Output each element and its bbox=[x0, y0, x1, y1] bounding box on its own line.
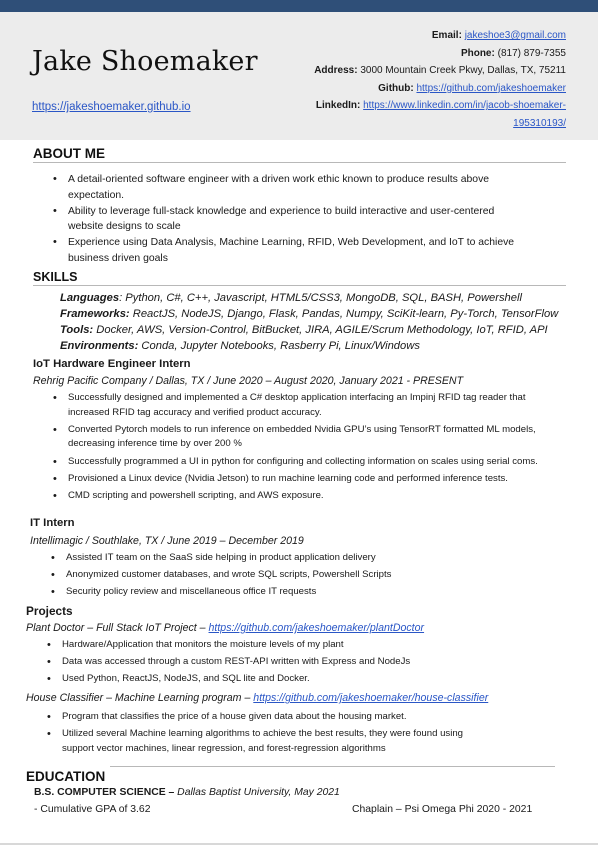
address-label: Address: bbox=[314, 65, 358, 77]
list-item: • Experience using Data Analysis, Machine Learning, RFID, Web Development, and IoT to achieve business driven goals bbox=[51, 235, 531, 267]
list-item: • Anonymized customer databases, and wrote SQL scripts, Powershell Scripts bbox=[49, 568, 549, 583]
skills-label: Tools: bbox=[60, 324, 94, 336]
project-name: Plant Doctor – Full Stack IoT Project – bbox=[26, 622, 209, 634]
education-heading: EDUCATION bbox=[26, 769, 106, 784]
email-label: Email: bbox=[431, 30, 462, 41]
project-title-plant-doctor bbox=[26, 622, 424, 634]
linkedin-row-cont bbox=[314, 115, 566, 133]
about-heading: ABOUT ME bbox=[33, 146, 105, 161]
skills-row-frameworks bbox=[60, 306, 558, 322]
github-row bbox=[314, 80, 566, 98]
school: Dallas Baptist University, May 2021 bbox=[174, 787, 340, 798]
list-item: • Program that classifies the price of a house given data about the housing market. bbox=[45, 710, 485, 725]
projects-heading: Projects bbox=[26, 604, 73, 618]
about-list bbox=[51, 172, 531, 267]
about-rule bbox=[33, 162, 566, 163]
job-subtitle-it: Intellimagic / Southlake, TX / June 2019 – December 2019 bbox=[30, 535, 304, 547]
skills-row-tools bbox=[60, 322, 558, 338]
candidate-name: Jake Shoemaker bbox=[32, 46, 258, 77]
skills-row-environments bbox=[60, 338, 558, 354]
linkedin-label: LinkedIn: bbox=[315, 100, 361, 112]
list-item: • CMD scripting and powershell scripting, and AWS exposure. bbox=[51, 489, 556, 504]
job-title-it: IT Intern bbox=[30, 517, 75, 529]
job-subtitle-iot: Rehrig Pacific Company / Dallas, TX / June 2020 – August 2020, January 2021 - PRESENT bbox=[33, 375, 464, 387]
activity: Chaplain – Psi Omega Phi 2020 - 2021 bbox=[352, 804, 533, 815]
list-item: • Used Python, ReactJS, NodeJS, and SQL lite and Docker. bbox=[45, 672, 545, 687]
skills-value: Conda, Jupyter Notebooks, Rasberry Pi, Linux/Windows bbox=[138, 340, 420, 352]
top-accent-bar bbox=[0, 0, 598, 12]
list-item: • Successfully programmed a UI in python for configuring and collecting information on scales using serial coms. bbox=[51, 455, 556, 470]
skills-rule bbox=[33, 285, 566, 286]
skills-value: : Python, C#, C++, Javascript, HTML5/CSS3, MongoDB, SQL, BASH, Powershell bbox=[119, 292, 522, 304]
skills-label: Languages bbox=[60, 292, 120, 304]
project-link[interactable]: https://github.com/jakeshoemaker/plantDoctor bbox=[208, 622, 425, 634]
phone-value: (817) 879-7355 bbox=[497, 47, 566, 59]
list-item: • A detail-oriented software engineer with a driven work ethic known to produce results above expectation. bbox=[51, 172, 531, 204]
list-item: • Utilized several Machine learning algorithms to achieve the best results, they were found using support vector machines, linear regression, and forest-regression algorithms bbox=[45, 727, 485, 756]
phone-label: Phone: bbox=[460, 47, 495, 59]
project-title-house-classifier bbox=[26, 692, 488, 704]
linkedin-row bbox=[314, 97, 566, 115]
list-item: • Data was accessed through a custom REST-API written with Express and NodeJs bbox=[45, 655, 545, 670]
skills-row-languages bbox=[60, 290, 558, 306]
skills-label: Environments: bbox=[60, 340, 139, 352]
address-row bbox=[314, 62, 566, 80]
job-title-iot: IoT Hardware Engineer Intern bbox=[33, 358, 191, 370]
list-item: • Security policy review and miscellaneous office IT requests bbox=[49, 585, 549, 600]
skills-block bbox=[60, 290, 558, 354]
skills-heading: SKILLS bbox=[33, 270, 78, 284]
project-list-plant-doctor bbox=[45, 638, 545, 690]
github-label: Github: bbox=[378, 82, 414, 94]
list-item: • Assisted IT team on the SaaS side helping in product application delivery bbox=[49, 551, 549, 566]
job-list-iot bbox=[51, 391, 556, 506]
website-link[interactable]: https://jakeshoemaker.github.io bbox=[32, 101, 191, 113]
education-rule bbox=[110, 766, 555, 767]
linkedin-link[interactable]: https://www.linkedin.com/in/jacob-shoemaker- bbox=[363, 100, 566, 112]
gpa: - Cumulative GPA of 3.62 bbox=[34, 804, 151, 815]
resume-header bbox=[0, 12, 598, 140]
skills-label: Frameworks: bbox=[60, 308, 130, 320]
address-value: 3000 Mountain Creek Pkwy, Dallas, TX, 75211 bbox=[360, 65, 566, 77]
list-item: • Ability to leverage full-stack knowledge and experience to build interactive and user-centered website designs to scale bbox=[51, 204, 531, 236]
degree: B.S. COMPUTER SCIENCE – bbox=[34, 787, 175, 798]
phone-row bbox=[314, 45, 566, 63]
contact-block bbox=[314, 27, 566, 133]
email-row bbox=[314, 27, 566, 45]
email-link[interactable]: jakeshoe3@gmail.com bbox=[464, 30, 566, 41]
list-item: • Provisioned a Linux device (Nvidia Jetson) to run machine learning code and performed inference tests. bbox=[51, 472, 556, 487]
project-link[interactable]: https://github.com/jakeshoemaker/house-classifier bbox=[253, 692, 489, 704]
list-item: • Successfully designed and implemented a C# desktop application interfacing an Impinj RFID tag reader that increased RFID tag accuracy and verified product accuracy. bbox=[51, 391, 556, 420]
skills-value: ReactJS, NodeJS, Django, Flask, Pandas, Numpy, SciKit-learn, Py-Torch, TensorFlow bbox=[129, 308, 559, 320]
project-list-house-classifier bbox=[45, 710, 485, 759]
list-item: • Hardware/Application that monitors the moisture levels of my plant bbox=[45, 638, 545, 653]
github-link[interactable]: https://github.com/jakeshoemaker bbox=[416, 82, 566, 94]
linkedin-link-cont[interactable]: 195310193/ bbox=[513, 117, 566, 129]
degree-line bbox=[34, 787, 340, 798]
skills-value: Docker, AWS, Version-Control, BitBucket, JIRA, AGILE/Scrum Methodology, IoT, RFID, API bbox=[93, 324, 548, 336]
project-name: House Classifier – Machine Learning program – bbox=[26, 692, 254, 704]
job-list-it bbox=[49, 551, 549, 603]
list-item: • Converted Pytorch models to run inference on embedded Nvidia GPU’s using TensorRT formatted ML models, decreasing inference time by over 200 % bbox=[51, 423, 556, 452]
